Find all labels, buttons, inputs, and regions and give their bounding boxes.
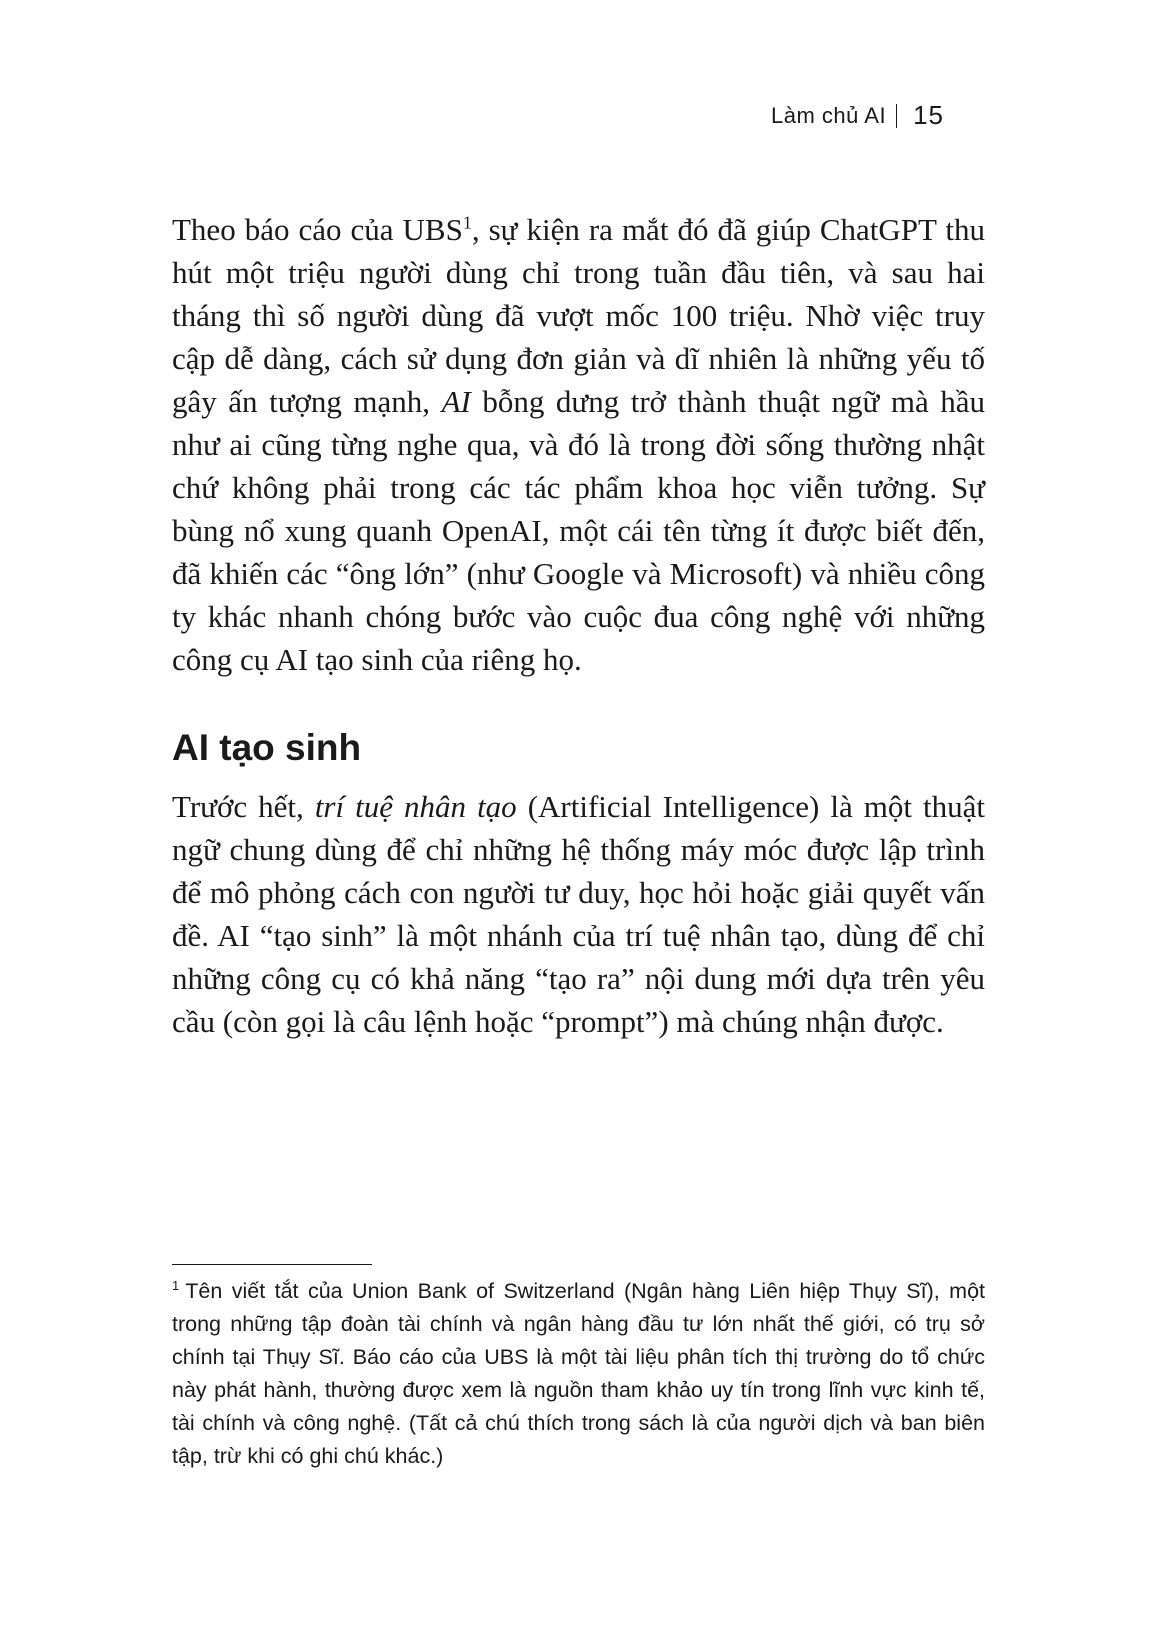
footnote (172, 1275, 985, 1473)
paragraph-ubs-report (172, 208, 985, 681)
italic-term: trí tuệ nhân tạo (314, 789, 517, 824)
paragraph-text: Trước hết, (172, 789, 315, 824)
footnote-reference: 1 (462, 212, 472, 233)
page-number: 15 (913, 100, 944, 130)
paragraph-text: Theo báo cáo của UBS (172, 212, 463, 247)
footnote-divider (172, 1264, 372, 1265)
header-divider (896, 104, 897, 128)
book-title: Làm chủ AI (771, 102, 887, 128)
footnote-text: Tên viết tắt của Union Bank of Switzerland (Ngân hàng Liên hiệp Thụy Sĩ), một trong những tập đoàn tài chính và ngân hàng đầu tư lớn nhất thế giới, có trụ sở chính tại Thụy Sĩ. Báo cáo của UBS là một tài liệu phân tích thị trường do tổ chức này phát hành, thường được xem là nguồn tham khảo uy tín trong lĩnh vực kinh tế, tài chính và công nghệ. (Tất cả chú thích trong sách là của người dịch và ban biên tập, trừ khi có ghi chú khác.) (172, 1279, 985, 1468)
main-content (172, 208, 985, 1043)
paragraph-text: (Artificial Intelligence) là một thuật ngữ chung dùng để chỉ những hệ thống máy móc được lập trình để mô phỏng cách con người tư duy, học hỏi hoặc giải quyết vấn đề. AI “tạo sinh” là một nhánh của trí tuệ nhân tạo, dùng để chỉ những công cụ có khả năng “tạo ra” nội dung mới dựa trên yêu cầu (còn gọi là câu lệnh hoặc “prompt”) mà chúng nhận được. (172, 789, 985, 1039)
footnote-marker: 1 (172, 1277, 180, 1293)
italic-term: AI (441, 384, 471, 419)
section-heading: AI tạo sinh (172, 727, 362, 768)
footnote-area (172, 1264, 985, 1473)
paragraph-generative-ai (172, 785, 985, 1043)
paragraph-text: bỗng dưng trở thành thuật ngữ mà hầu như ai cũng từng nghe qua, và đó là trong đời sống thường nhật chứ không phải trong các tác phẩm khoa học viễn tưởng. Sự bùng nổ xung quanh OpenAI, một cái tên từng ít được biết đến, đã khiến các “ông lớn” (như Google và Microsoft) và nhiều công ty khác nhanh chóng bước vào cuộc đua công nghệ với những công cụ AI tạo sinh của riêng họ. (172, 384, 986, 677)
running-header (771, 100, 944, 131)
paragraph-text: , sự kiện ra mắt đó đã giúp ChatGPT thu hút một triệu người dùng chỉ trong tuần đầu tiên, và sau hai tháng thì số người dùng đã vượt mốc 100 triệu. Nhờ việc truy cập dễ dàng, cách sử dụng đơn giản và dĩ nhiên là những yếu tố gây ấn tượng mạnh, (172, 212, 986, 419)
